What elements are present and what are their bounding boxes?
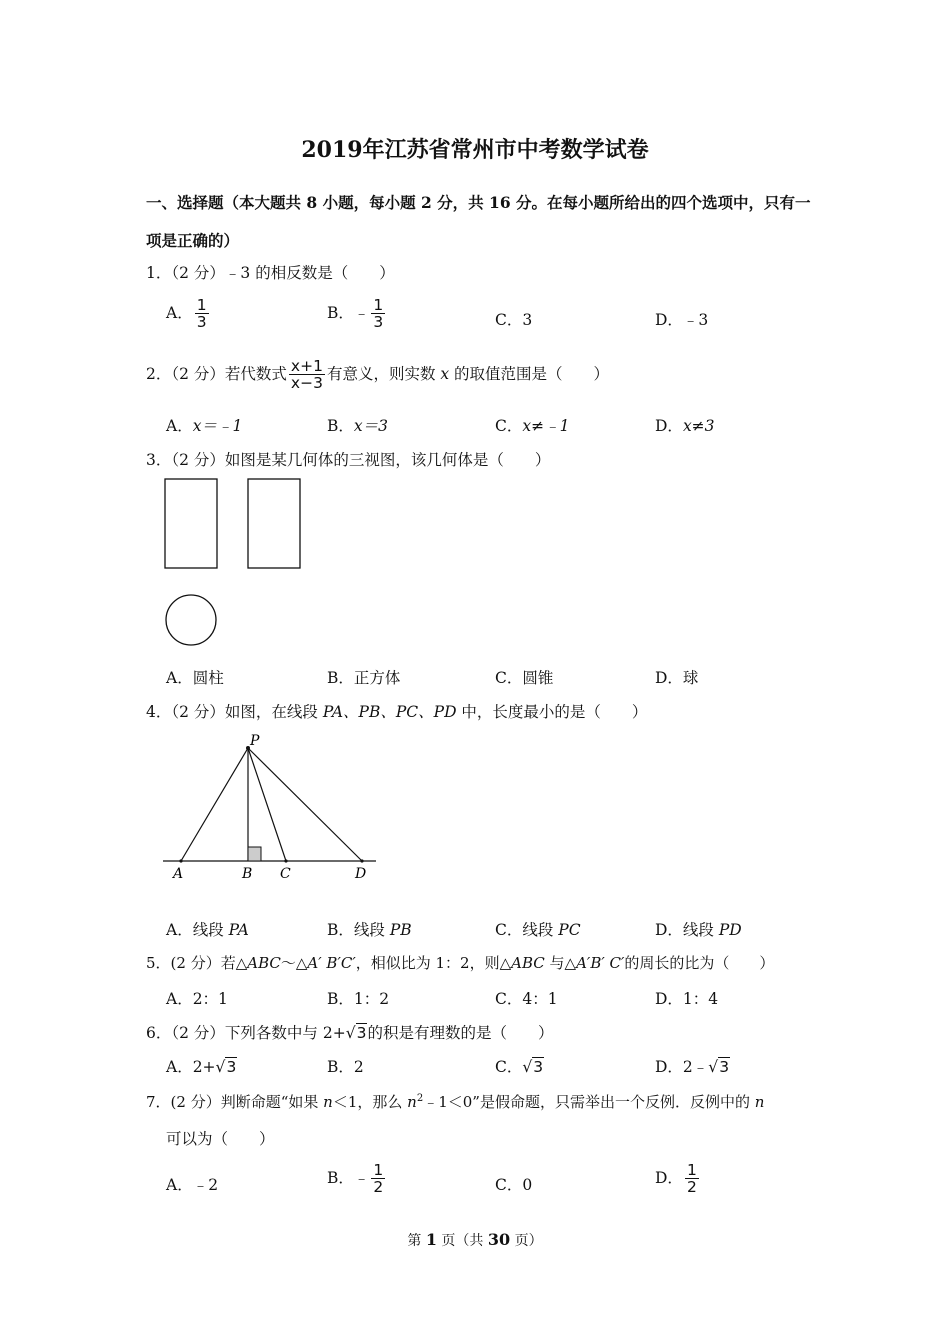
q5-option-d: D．1：4 [655, 990, 719, 1008]
section-heading-line1: 一、选择题（本大题共 8 小题，每小题 2 分，共 16 分。在每小题所给出的四个选项中，只有一 [146, 193, 811, 212]
q5-option-a: A．2：1 [166, 990, 228, 1008]
q6-option-b: B．2 [327, 1058, 364, 1076]
point-a [179, 859, 182, 862]
right-angle-mark [248, 847, 261, 861]
q4-stem: 4．（2 分）如图，在线段 PA、PB、PC、PD 中，长度最小的是（ ） [146, 703, 648, 721]
q5-stem: 5．(2 分）若△ABC～△A′ B′C′，相似比为 1：2，则△ABC 与△A′B′ C′的周长的比为（ ） [146, 954, 775, 972]
q3-option-a: A．圆柱 [166, 669, 224, 687]
page-title: 2019年江苏省常州市中考数学试卷 [301, 137, 649, 163]
q7-option-d: D． $\frac{1}{2}$ [655, 1161, 697, 1197]
q6-stem: 6．（2 分）下列各数中与 2+√3的积是有理数的是（ ） [146, 1024, 554, 1042]
q4-option-d: D．线段 PD [655, 921, 742, 939]
top-view-circle [166, 595, 216, 645]
q6-option-a: A．2+√3 [166, 1058, 237, 1076]
q3-stem: 3．（2 分）如图是某几何体的三视图，该几何体是（ ） [146, 451, 551, 469]
q5-option-c: C．4：1 [495, 990, 558, 1008]
q2-option-a: A．x＝﹣1 [166, 417, 243, 435]
q7-option-b: B．﹣ $\frac{1}{2}$ [327, 1161, 384, 1197]
q2-option-b: B．x＝3 [327, 417, 388, 435]
q2-option-c: C．x≠﹣1 [495, 417, 570, 435]
side-view-rectangle [248, 479, 300, 568]
section-heading-line2: 项是正确的） [146, 231, 240, 250]
q7-stem-line2: 可以为（ ） [166, 1130, 275, 1148]
q1-option-b: B．﹣ $\frac{1}{3}$ [327, 296, 384, 332]
q4-option-c: C．线段 PC [495, 921, 581, 939]
q4-option-b: B．线段 PB [327, 921, 412, 939]
q2-option-d: D．x≠3 [655, 417, 715, 435]
page-footer: 第 1 页（共 30 页） [407, 1230, 543, 1249]
point-d [360, 859, 363, 862]
label-a: A [173, 866, 184, 882]
point-c [284, 859, 287, 862]
q2-stem: 2．（2 分）若代数式 $\frac{x+1}{x-3}$ 有意义，则实数 x 的取值范围是（ ） [146, 357, 610, 393]
q7-option-a: A．﹣2 [166, 1176, 219, 1194]
q1-option-a: A． $\frac{1}{3}$ [166, 296, 207, 332]
q6-option-c: C．√3 [495, 1058, 544, 1076]
q7-option-c: C．0 [495, 1176, 533, 1194]
q4-option-a: A．线段 PA [166, 921, 249, 939]
q4-segment-figure [160, 730, 385, 890]
label-c: C [280, 866, 291, 882]
q3-three-view-figure [160, 475, 310, 650]
segment-pc [248, 748, 286, 861]
label-p: P [250, 733, 260, 749]
label-d: D [355, 866, 367, 882]
segment-pa [181, 748, 248, 861]
q5-option-b: B．1：2 [327, 990, 390, 1008]
q3-option-d: D．球 [655, 669, 699, 687]
q1-option-c: C．3 [495, 311, 533, 329]
q1-option-d: D．﹣3 [655, 311, 709, 329]
front-view-rectangle [165, 479, 217, 568]
segment-pd [248, 748, 362, 861]
label-b: B [242, 866, 253, 882]
q1-stem: 1．（2 分）﹣3 的相反数是（ ） [146, 264, 395, 282]
q3-option-c: C．圆锥 [495, 669, 554, 687]
q3-option-b: B．正方体 [327, 669, 401, 687]
q7-stem: 7．(2 分）判断命题“如果 n＜1，那么 $n^2﹣1<0$”是假命题，只需举出一个反例．反例中的 n [146, 1093, 765, 1111]
q6-option-d: D．2﹣√3 [655, 1058, 730, 1076]
